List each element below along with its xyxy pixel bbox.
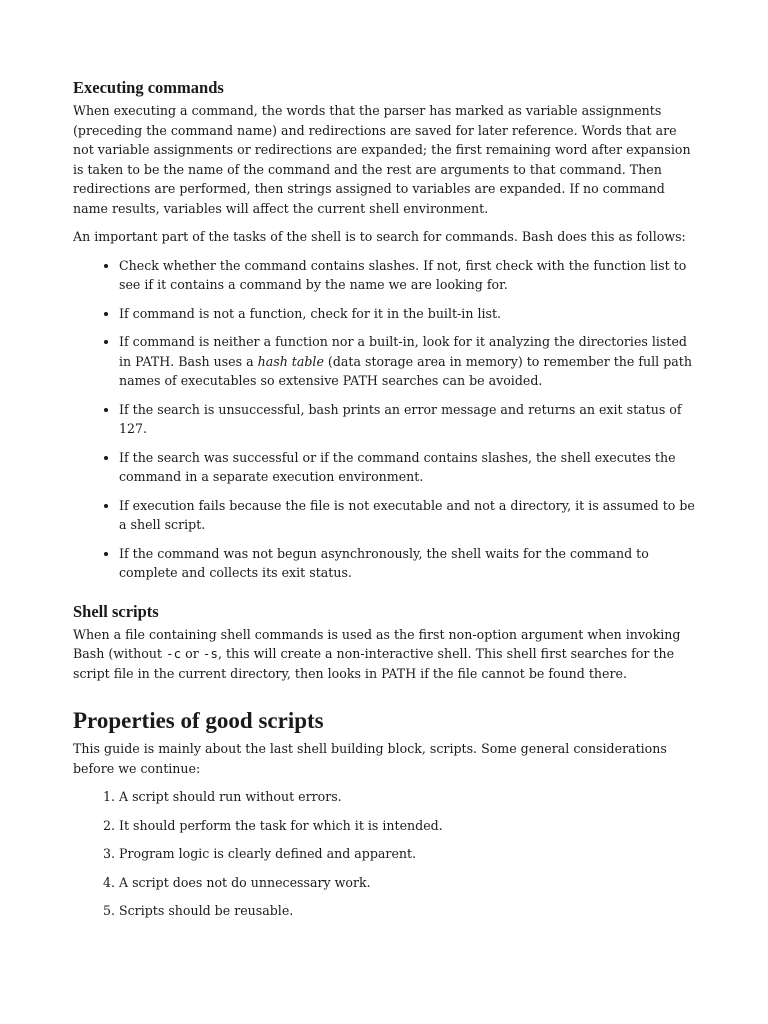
section-executing-commands bbox=[73, 78, 695, 583]
code-option-c: -c bbox=[166, 646, 182, 661]
code-option-s: -s bbox=[202, 646, 218, 661]
list-item: • If the search was successful or if the command contains slashes, the shell executes the command in a separate execution environment. bbox=[119, 448, 695, 487]
list-item: 4. A script does not do unnecessary work. bbox=[119, 873, 695, 893]
list-item: 2. It should perform the task for which it is intended. bbox=[119, 816, 695, 836]
list-item: • If execution fails because the file is not executable and not a directory, it is assumed to be a shell script. bbox=[119, 496, 695, 535]
text-fragment: or bbox=[181, 646, 203, 661]
list-item: 3. Program logic is clearly defined and apparent. bbox=[119, 844, 695, 864]
emphasis-hash-table: hash table bbox=[257, 353, 324, 369]
heading-shell-scripts: Shell scripts bbox=[73, 601, 159, 621]
list-item: • If the command was not begun asynchronously, the shell waits for the command to complete and collects its exit status. bbox=[119, 544, 695, 583]
text-fragment: If command is neither a function nor a built-in, look for it analyzing the directories listed in PATH. Bash uses a bbox=[119, 334, 687, 369]
list-item: 1. A script should run without errors. bbox=[119, 787, 695, 807]
list-item: • Check whether the command contains slashes. If not, first check with the function list to see if it contains a command by the name we are looking for. bbox=[119, 256, 695, 295]
search-steps-list bbox=[73, 256, 695, 583]
paragraph-shell-scripts bbox=[73, 625, 695, 684]
paragraph-search-intro: An important part of the tasks of the shell is to search for commands. Bash does this as follows: bbox=[73, 229, 686, 244]
list-item: • If command is not a function, check for it in the built-in list. bbox=[119, 304, 695, 324]
paragraph-properties-intro: This guide is mainly about the last shell building block, scripts. Some general considerations before we continue: bbox=[73, 741, 667, 776]
properties-list bbox=[73, 787, 695, 921]
section-shell-scripts bbox=[73, 602, 695, 684]
paragraph-exec-intro: When executing a command, the words that the parser has marked as variable assignments (preceding the command name) and redirections are saved for later reference. Words that are not variable assignments or redirections are expanded; the first remaining word after expansion is taken to be the name of the command and the rest are arguments to that command. Then redirections are performed, then strings assigned to variables are expanded. If no command name results, variables will affect the current shell environment. bbox=[73, 103, 691, 216]
list-item: 5. Scripts should be reusable. bbox=[119, 901, 695, 921]
list-item-hash-table bbox=[119, 332, 695, 391]
text-fragment: (data storage area in memory) to remember the full path names of executables so extensive PATH searches can be avoided. bbox=[119, 353, 692, 388]
text-fragment: , this will create a non-interactive shell. This shell first searches for the script file in the current directory, then looks in PATH if the file cannot be found there. bbox=[73, 646, 675, 681]
heading-properties: Properties of good scripts bbox=[73, 708, 324, 733]
heading-executing-commands: Executing commands bbox=[73, 78, 224, 97]
section-properties bbox=[73, 707, 695, 921]
document-page bbox=[73, 78, 695, 930]
list-item: • If the search is unsuccessful, bash prints an error message and returns an exit status of 127. bbox=[119, 400, 695, 439]
text-fragment: When a file containing shell commands is used as the first non-option argument when invoking Bash (without bbox=[73, 626, 681, 661]
